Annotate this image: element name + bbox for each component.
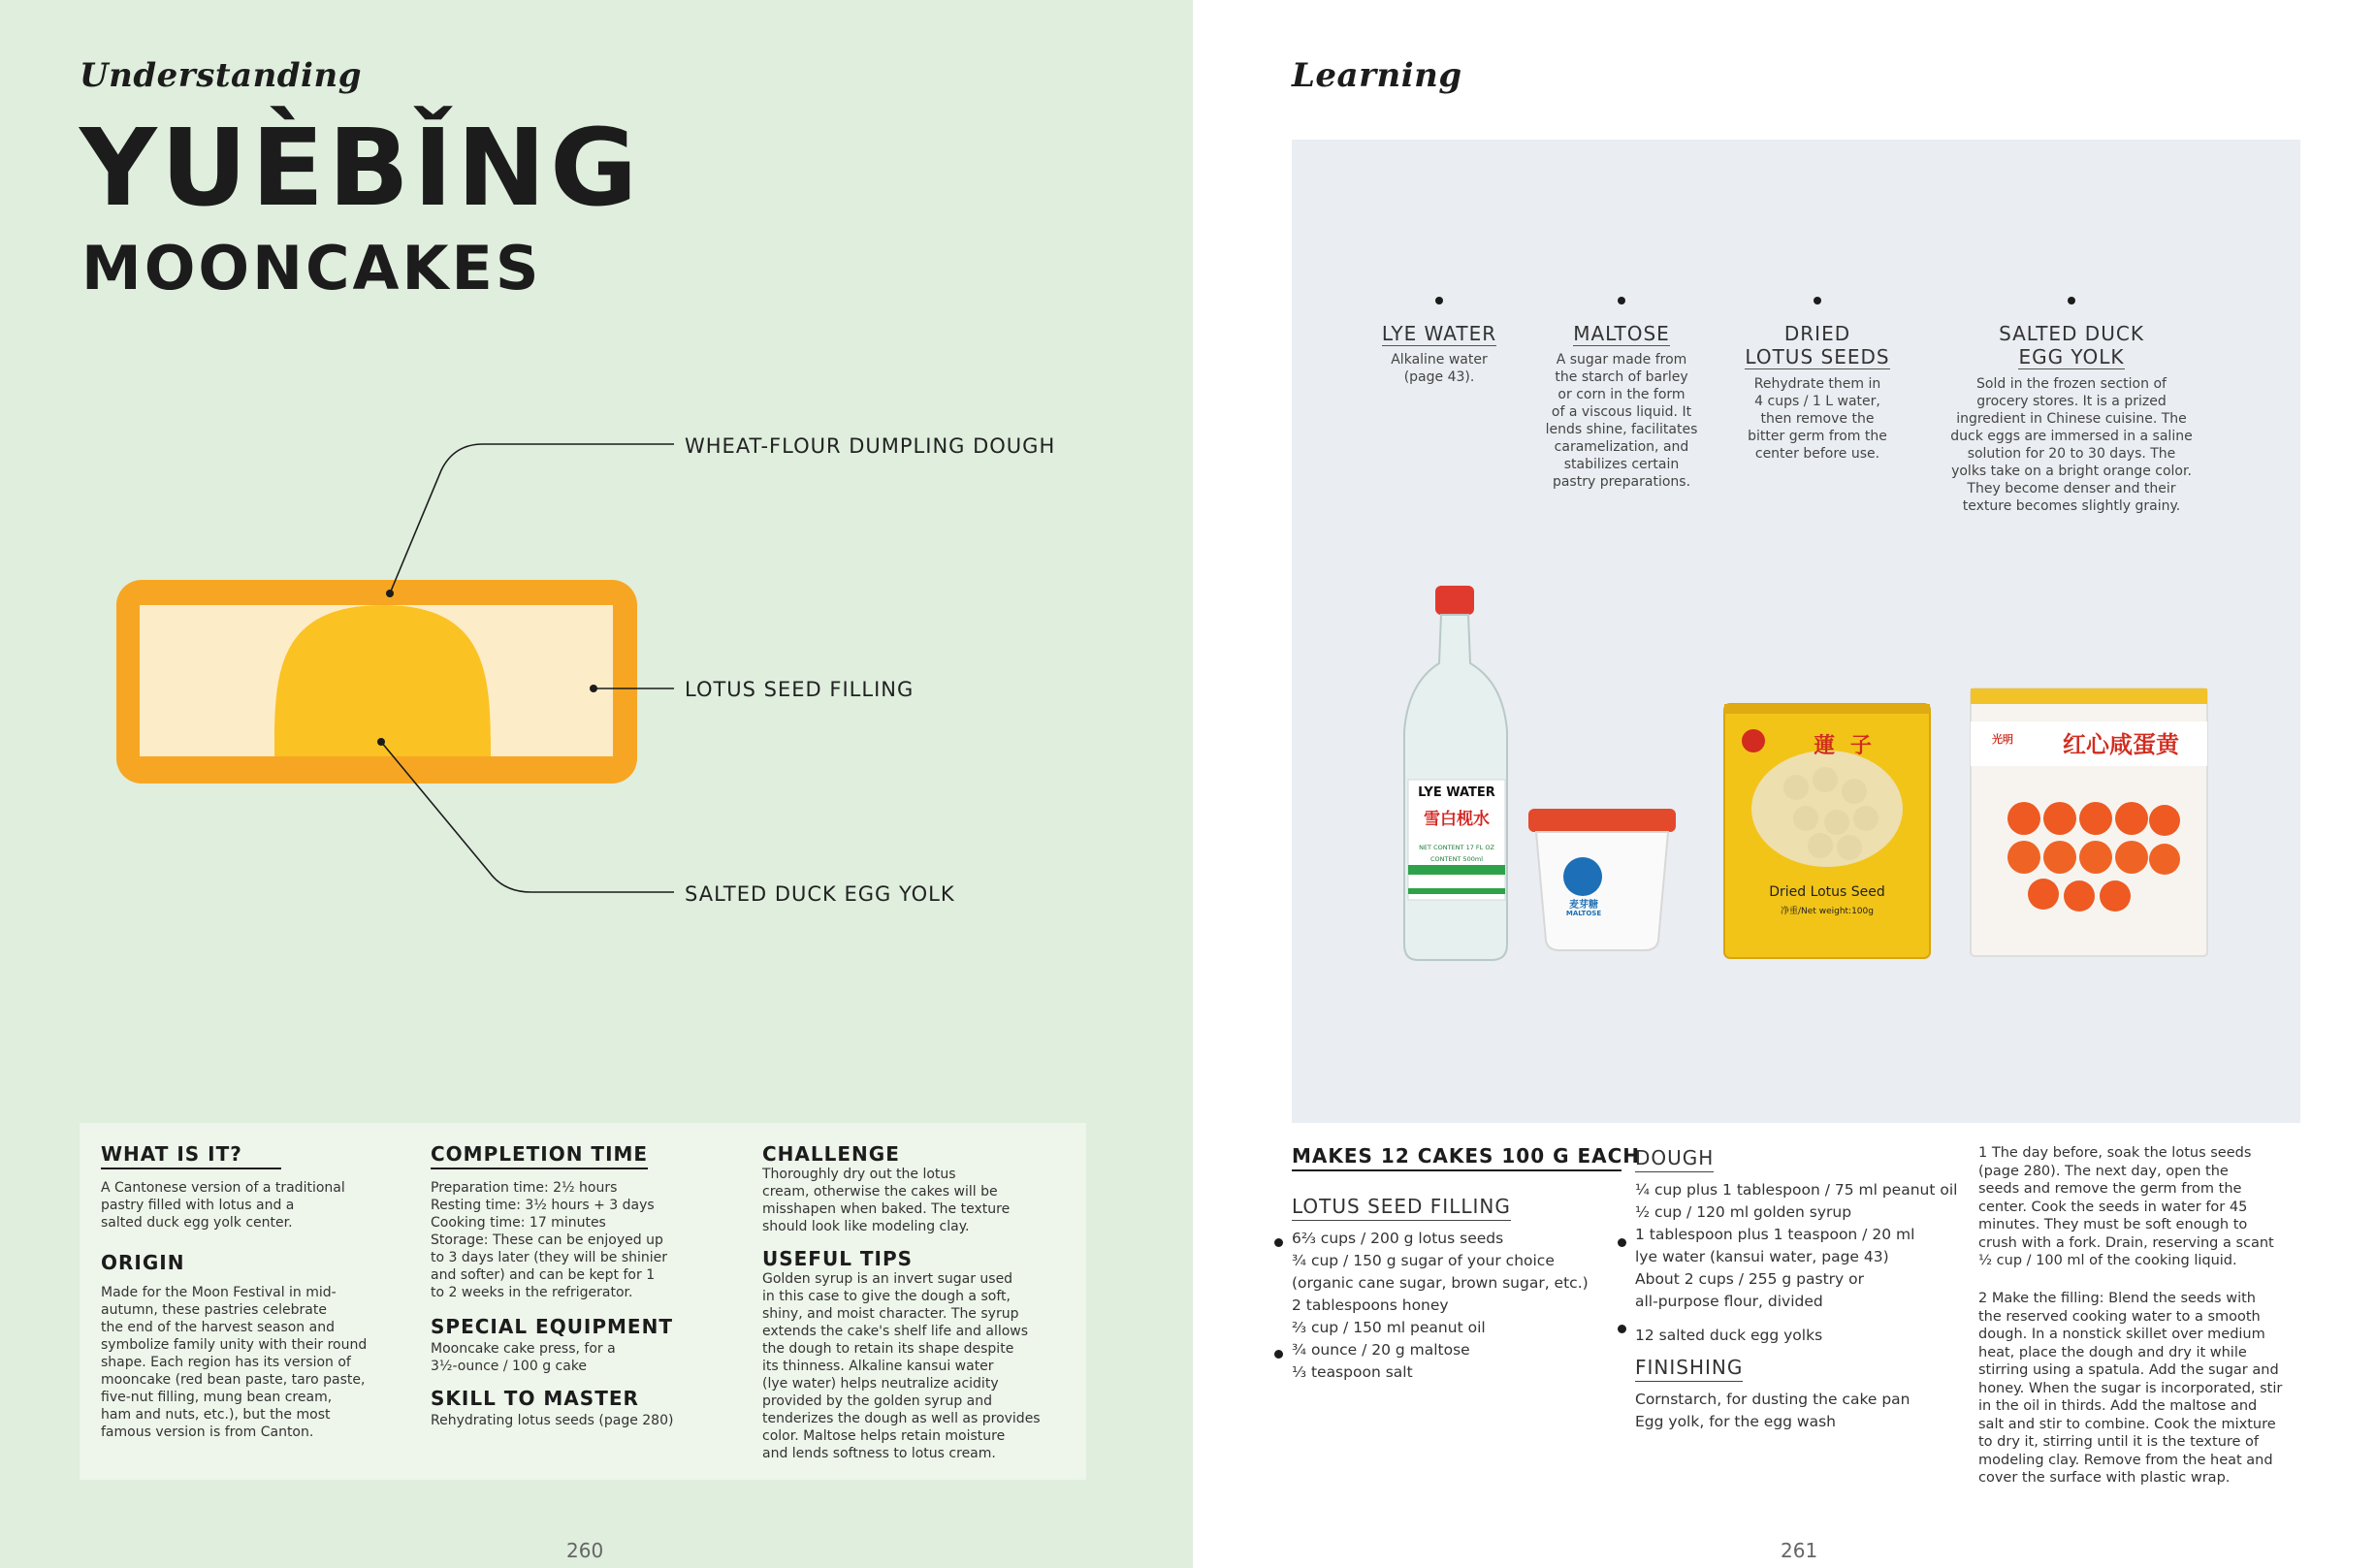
filling-item: ⅓ teaspoon salt	[1292, 1363, 1413, 1381]
maltose-tub	[1528, 809, 1676, 950]
page-subtitle: MOONCAKES	[81, 233, 542, 304]
ingredient-name: DRIED LOTUS SEEDS	[1745, 322, 1890, 368]
finishing-heading: FINISHING	[1635, 1356, 1743, 1382]
filling-item: ⅔ cup / 150 ml peanut oil	[1292, 1319, 1486, 1336]
useful-tips-block	[762, 1247, 1073, 1462]
page-title: YUÈBǏNG	[80, 106, 642, 230]
dough-item: About 2 cups / 255 g pastry or all-purpose flour, divided	[1635, 1270, 1864, 1310]
finishing-item: Cornstarch, for dusting the cake pan	[1635, 1391, 1910, 1408]
completion-time-block	[431, 1142, 722, 1301]
step-1: 1 The day before, soak the lotus seeds (page 280). The next day, open the seeds and remove the germ from the center. Cook the seeds in water for 45 minutes. They must be soft enough to crush with a fork. Drain, reserving a scant ½ cup / 100 ml of the cooking liquid.	[1978, 1145, 2274, 1268]
ingredient-name: MALTOSE	[1573, 322, 1670, 345]
recipe-yield	[1292, 1144, 1641, 1171]
filling-item: ¾ cup / 150 g sugar of your choice (organic cane sugar, brown sugar, etc.)	[1292, 1252, 1589, 1292]
skill-text: Rehydrating lotus seeds (page 280)	[431, 1413, 674, 1428]
what-is-it-block	[101, 1142, 392, 1232]
dough-leader-line	[390, 444, 674, 593]
section-heading-learning: Learning	[1292, 56, 1462, 95]
completion-time-heading: COMPLETION TIME	[431, 1142, 648, 1169]
bullet-marker	[1618, 1325, 1626, 1333]
what-is-it-text: A Cantonese version of a traditional pastry filled with lotus and a salted duck egg yolk center.	[101, 1180, 345, 1231]
filling-item: ¾ ounce / 20 g maltose	[1292, 1341, 1470, 1359]
bottle-label-fine1: NET CONTENT 17 FL OZ	[1419, 844, 1494, 851]
lotus-filling-heading: LOTUS SEED FILLING	[1292, 1195, 1511, 1221]
special-equipment-block	[431, 1315, 722, 1375]
challenge-text: Thoroughly dry out the lotus cream, otherwise the cakes will be misshapen when baked. The texture should look like modeling clay.	[762, 1167, 1011, 1234]
yolk-pack-cn: 红心咸蛋黄	[2063, 731, 2179, 758]
ingredient-desc: A sugar made from the starch of barley or corn in the form of a viscous liquid. It lends shine, facilitates caramelization, and stabilizes certain pastry preparations.	[1545, 352, 1698, 490]
label-yolk: SALTED DUCK EGG YOLK	[685, 882, 955, 906]
label-dough: WHEAT-FLOUR DUMPLING DOUGH	[685, 434, 1056, 458]
filling-item: 2 tablespoons honey	[1292, 1296, 1449, 1314]
filling-item: 6⅔ cups / 200 g lotus seeds	[1292, 1230, 1504, 1247]
special-equipment-heading: SPECIAL EQUIPMENT	[431, 1315, 673, 1338]
label-filling: LOTUS SEED FILLING	[685, 678, 915, 701]
skill-heading: SKILL TO MASTER	[431, 1387, 639, 1410]
dough-item: ½ cup / 120 ml golden syrup	[1635, 1203, 1852, 1221]
origin-heading: ORIGIN	[101, 1251, 185, 1274]
lotus-bag-en: Dried Lotus Seed	[1769, 884, 1885, 900]
dough-list	[1635, 1146, 1984, 1347]
what-is-it-heading: WHAT IS IT?	[101, 1142, 281, 1169]
lye-water-bottle	[1404, 586, 1507, 960]
bottle-label-fine2: CONTENT 500ml	[1429, 855, 1484, 863]
tub-label-cn: 麦芽糖	[1569, 900, 1598, 911]
bullet-marker	[1274, 1238, 1283, 1247]
ingredient-desc: Rehydrate them in 4 cups / 1 L water, then remove the bitter germ from the center before use.	[1748, 376, 1887, 462]
challenge-block	[762, 1142, 1073, 1235]
bullet-marker	[1274, 1350, 1283, 1359]
tub-label-brand: MALTOSE	[1565, 910, 1602, 917]
challenge-heading: CHALLENGE	[762, 1142, 900, 1166]
useful-tips-text: Golden syrup is an invert sugar used in this case to give the dough a soft, shiny, and moist character. The syrup extends the cake's shelf life and allows the dough to retain its shape despite its thinness. Alkaline kansui water (lye water) helps neutralize acidity provided by the golden syrup and tenderizes the dough as well as provides color. Maltose helps retain moisture and lends softness to lotus cream.	[762, 1271, 1041, 1461]
finishing-list	[1635, 1356, 1984, 1433]
bottle-label-cn: 雪白枧水	[1424, 810, 1490, 829]
ingredient-name: LYE WATER	[1381, 322, 1497, 345]
ingredient-name: SALTED DUCK EGG YOLK	[1999, 322, 2144, 368]
skill-block	[431, 1387, 722, 1429]
mooncake-diagram	[0, 0, 1193, 970]
makes-heading: MAKES 12 CAKES 100 G EACH	[1292, 1144, 1621, 1171]
completion-time-text: Preparation time: 2½ hours Resting time: 3½ hours + 3 days Cooking time: 17 minutes Storage: These can be enjoyed up to 3 days later (they will be shinier and softer) and can be kept for 1 to 2 weeks in the refrigerator.	[431, 1180, 668, 1300]
yolk-pack-brand: 光明	[1992, 733, 2013, 746]
bullet-marker	[1618, 1238, 1626, 1247]
finishing-item: Egg yolk, for the egg wash	[1635, 1413, 1837, 1430]
products-illustration	[1292, 140, 2300, 1123]
ingredient-desc: Alkaline water (page 43).	[1391, 352, 1488, 385]
dough-item: 1 tablespoon plus 1 teaspoon / 20 ml lye water (kansui water, page 43)	[1635, 1226, 1915, 1265]
yolk-shape	[274, 605, 491, 756]
ingredients-photo	[1292, 140, 2300, 1123]
step-2: 2 Make the filling: Blend the seeds with the reserved cooking water to a smooth dough. In a nonstick skillet over medium heat, place the dough and dry it while stirring using a spatula. Add the sugar and honey. When the sugar is incorporated, stir in the oil in thirds. Add the maltose and salt and stir to combine. Cook the mixture to dry it, stirring until it is the texture of modeling clay. Remove from the heat and cover the surface with plastic wrap.	[1978, 1291, 2283, 1486]
dough-heading: DOUGH	[1635, 1146, 1714, 1172]
lotus-filling-list	[1292, 1195, 1612, 1384]
special-equipment-text: Mooncake cake press, for a 3½-ounce / 100 g cake	[431, 1341, 616, 1374]
useful-tips-heading: USEFUL TIPS	[762, 1247, 914, 1270]
page-number-left: 260	[566, 1539, 604, 1562]
section-heading-understanding: Understanding	[80, 56, 362, 95]
bottle-label-en: LYE WATER	[1418, 785, 1495, 800]
origin-block	[101, 1251, 392, 1441]
page-number-right: 261	[1781, 1539, 1818, 1562]
dough-item: ¼ cup plus 1 tablespoon / 75 ml peanut oil	[1635, 1181, 1958, 1199]
origin-text: Made for the Moon Festival in mid- autumn, these pastries celebrate the end of the harvest season and symbolize family unity with their round shape. Each region has its version of mooncake (red bean paste, taro paste, five-nut filling, mung bean cream, ham and nuts, etc.), but the most famous version is from Canton.	[101, 1285, 368, 1440]
lotus-bag-weight: 净重/Net weight:100g	[1781, 907, 1874, 916]
info-box	[80, 1123, 1086, 1480]
lotus-bag-cn: 蓮 子	[1814, 734, 1876, 758]
dough-item: 12 salted duck egg yolks	[1635, 1327, 1823, 1344]
ingredient-desc: Sold in the frozen section of grocery stores. It is a prized ingredient in Chinese cuisine. The duck eggs are immersed in a saline solution for 20 to 30 days. The yolks take on a bright orange color. They become denser and their texture becomes slightly grainy.	[1950, 376, 2193, 514]
